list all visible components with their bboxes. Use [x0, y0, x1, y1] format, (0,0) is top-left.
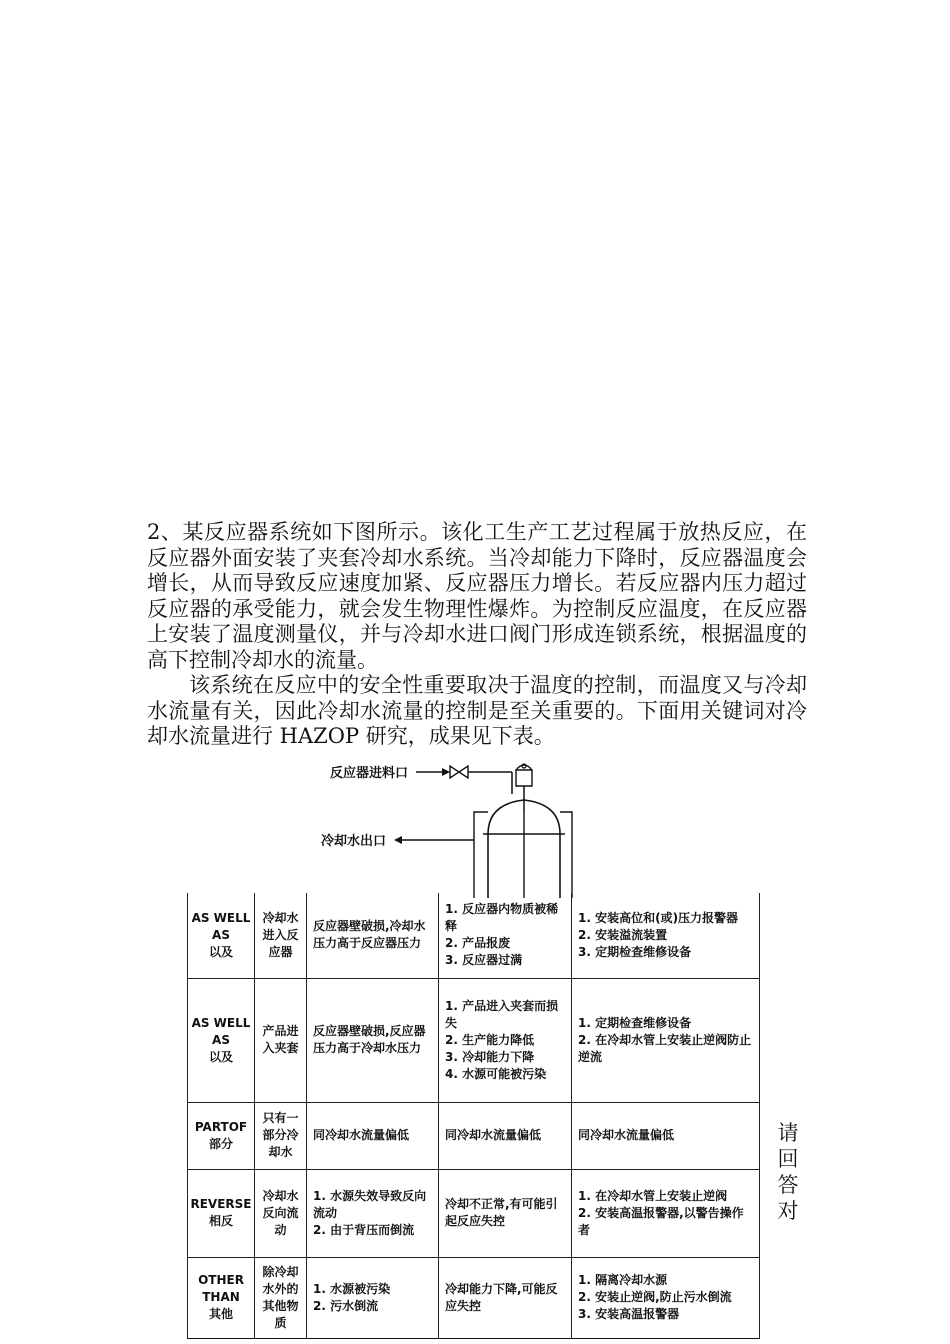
- cell-deviation: [255, 1169, 307, 1257]
- side-char: 回: [777, 1147, 799, 1171]
- cell-consequence: [439, 1257, 572, 1338]
- cell-line: 2. 安装高温报警器,以警告操作者: [578, 1205, 744, 1237]
- cell-line: 同冷却水流量偏低: [578, 1128, 675, 1142]
- cell-line: 入夹套: [262, 1041, 299, 1055]
- cell-line: 1. 反应器内物质被稀释: [445, 902, 559, 934]
- cell-line: AS: [212, 1032, 230, 1047]
- cell-keyword: [188, 1257, 255, 1338]
- cell-line: 部分: [208, 1136, 233, 1151]
- cell-consequence: [439, 1169, 572, 1257]
- side-char: 请: [777, 1121, 799, 1145]
- cell-line: AS WELL: [191, 910, 251, 925]
- table-row: [188, 1257, 760, 1338]
- cell-consequence: [439, 893, 572, 978]
- cell-line: 除冷却: [262, 1264, 299, 1279]
- cell-line: 2. 污水倒流: [313, 1298, 379, 1313]
- cell-keyword: [188, 978, 255, 1102]
- cell-line: 1. 定期检查维修设备: [578, 1015, 692, 1030]
- cell-cause: [307, 1257, 439, 1338]
- cell-line: 反向流: [262, 1205, 299, 1220]
- reactor-diagram: [180, 758, 600, 898]
- cell-line: 1. 水源被污染: [313, 1281, 391, 1296]
- cell-measures: [572, 1169, 760, 1257]
- cell-keyword: [188, 1102, 255, 1169]
- cell-cause: [307, 1169, 439, 1257]
- cell-deviation: [255, 1257, 307, 1338]
- cell-line: 其他: [208, 1307, 233, 1321]
- cell-line: 冷却不正常,有可能引起反应失控: [445, 1197, 558, 1228]
- cell-line: 冷却水: [262, 1188, 299, 1203]
- cell-line: 质: [274, 1315, 287, 1330]
- cell-line: 2. 由于背压而倒流: [313, 1222, 415, 1237]
- cell-cause: [307, 1102, 439, 1169]
- cell-line: 动: [274, 1222, 287, 1237]
- side-char: 答: [777, 1173, 799, 1197]
- cell-keyword: [188, 1169, 255, 1257]
- cell-line: 3. 安装高温报警器: [578, 1307, 680, 1321]
- water-outlet-label: 冷却水出口: [321, 834, 387, 849]
- cell-line: 1. 产品进入夹套而损失: [445, 998, 559, 1030]
- cell-line: 2. 安装止逆阀,防止污水倒流: [578, 1290, 732, 1304]
- cell-line: 冷却水: [262, 910, 299, 925]
- cell-line: 4. 水源可能被污染: [445, 1066, 547, 1081]
- cell-line: REVERSE: [190, 1197, 252, 1211]
- cell-line: 冷却能力下降,可能反应失控: [445, 1281, 558, 1313]
- cell-consequence: [439, 1102, 572, 1169]
- cell-measures: [572, 893, 760, 978]
- cell-keyword: [188, 893, 255, 978]
- cell-line: 1. 隔离冷却水源: [578, 1273, 668, 1287]
- cell-line: 只有一: [262, 1111, 299, 1125]
- cell-line: 进入反: [262, 927, 299, 942]
- cell-line: 其他物: [262, 1298, 299, 1313]
- cell-line: 2. 在冷却水管上安装止逆阀防止逆流: [578, 1032, 752, 1064]
- cell-measures: [572, 978, 760, 1102]
- cell-line: 3. 反应器过满: [445, 953, 523, 968]
- cell-measures: [572, 1102, 760, 1169]
- cell-deviation: [255, 893, 307, 978]
- table-row: [188, 1169, 760, 1257]
- cell-deviation: [255, 978, 307, 1102]
- hazop-table: [187, 893, 760, 1339]
- cell-consequence: [439, 978, 572, 1102]
- cell-line: THAN: [202, 1290, 240, 1304]
- cell-line: 同冷却水流量偏低: [445, 1128, 542, 1142]
- table-row: [188, 893, 760, 978]
- side-vertical-text: [775, 1120, 801, 1224]
- cell-line: 3. 定期检查维修设备: [578, 944, 692, 959]
- cell-line: 水外的: [262, 1281, 299, 1296]
- cooling-jacket: [474, 812, 488, 898]
- side-char: 对: [777, 1199, 799, 1223]
- cell-line: 3. 冷却能力下降: [445, 1049, 535, 1064]
- cell-line: 反应器壁破损,反应器压力高于冷却水压力: [313, 1024, 426, 1055]
- cell-line: 2. 产品报废: [445, 936, 511, 951]
- cell-deviation: [255, 1102, 307, 1169]
- cell-line: 1. 安装高位和(或)压力报警器: [578, 910, 739, 925]
- cell-cause: [307, 893, 439, 978]
- cell-line: AS: [212, 927, 230, 942]
- cell-cause: [307, 978, 439, 1102]
- cell-line: 1. 在冷却水管上安装止逆阀: [578, 1188, 728, 1203]
- cell-line: OTHER: [198, 1273, 244, 1287]
- question-paragraph-1: 2、某反应器系统如下图所示。该化工生产工艺过程属于放热反应，在反应器外面安装了夹套冷却水系统。当冷却能力下降时，反应器温度会增长，从而导致反应速度加紧、反应器压力增长。若反应器内压力超过反应器的承受能力，就会发生物理性爆炸。为控制反应温度，在反应器上安装了温度测量仪，并与冷却水进口阀门形成连锁系统，根据温度的高下控制冷却水的流量。: [147, 520, 807, 672]
- cell-line: 以及: [208, 944, 233, 959]
- arrow-right-icon: [442, 768, 450, 776]
- cell-line: AS WELL: [191, 1015, 251, 1030]
- cell-line: 产品进: [262, 1024, 299, 1038]
- arrow-left-icon: [394, 836, 402, 844]
- valve-icon: [450, 766, 468, 778]
- feed-inlet-label: 反应器进料口: [330, 766, 409, 781]
- cell-measures: [572, 1257, 760, 1338]
- cell-line: 2. 安装溢流装置: [578, 927, 668, 942]
- cell-line: 以及: [208, 1049, 233, 1064]
- cell-line: 1. 水源失效导致反向流动: [313, 1188, 427, 1220]
- cell-line: 部分冷: [262, 1128, 299, 1142]
- cell-line: PARTOF: [194, 1119, 248, 1134]
- table-row: [188, 978, 760, 1102]
- table-row: [188, 1102, 760, 1169]
- cell-line: 同冷却水流量偏低: [313, 1128, 410, 1142]
- cell-line: 应器: [268, 944, 293, 959]
- cell-line: 反应器壁破损,冷却水压力高于反应器压力: [313, 919, 426, 951]
- motor-icon: [516, 770, 532, 786]
- cell-line: 2. 生产能力降低: [445, 1032, 535, 1047]
- cell-line: 却水: [268, 1145, 293, 1159]
- cell-line: 相反: [208, 1214, 233, 1228]
- question-paragraph-2: 该系统在反应中的安全性重要取决于温度的控制，而温度又与冷却水流量有关，因此冷却水流量的控制是至关重要的。下面用关键词对冷却水流量进行 HAZOP 研究，成果见下表。: [147, 673, 807, 749]
